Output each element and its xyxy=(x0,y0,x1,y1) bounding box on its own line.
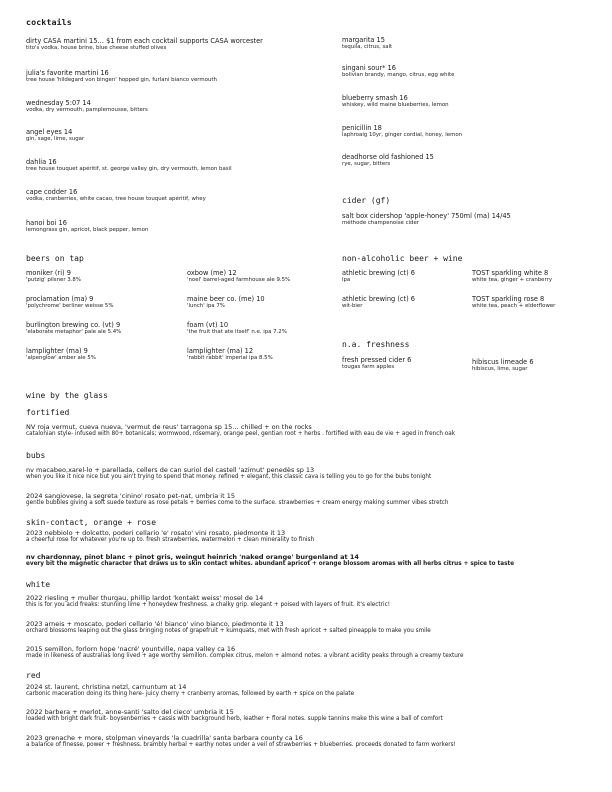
cocktail-name: singani sour* 16 xyxy=(342,64,396,72)
cocktail-desc: gin, sage, lime, sugar xyxy=(26,136,85,143)
wine-name: 2024 st. laurent, christina netzl, carnuntum at 14 xyxy=(26,683,187,691)
cocktail-name: julia's favorite martini 16 xyxy=(26,69,109,77)
freshness-name: fresh pressed cider 6 xyxy=(342,356,412,364)
beer-item xyxy=(187,269,290,284)
na-desc: wit-bier xyxy=(342,303,363,310)
na-desc: white tea, peach + elderflower xyxy=(472,303,556,310)
cocktail-desc: laphroaig 10yr, ginger cordial, honey, lemon xyxy=(342,132,463,139)
freshness-heading: n.a. freshness xyxy=(342,340,410,349)
cocktail-item xyxy=(26,158,232,173)
freshness-name: hibiscus limeade 6 xyxy=(472,358,534,366)
cocktail-name: wednesday 5:07 14 xyxy=(26,99,91,107)
cocktail-desc: whiskey, wild maine blueberries, lemon xyxy=(342,102,449,109)
beer-name: burlington brewing co. (vt) 9 xyxy=(26,321,121,329)
wine-desc: a balance of finesse, power + freshness. brambly herbal + earthy notes under a veil of strawberries + blueberries. proceeds donated to farm workers! xyxy=(26,742,456,749)
cocktails-heading: cocktails xyxy=(26,17,72,27)
cocktail-name: dahlia 16 xyxy=(26,158,57,166)
beer-desc: 'alpenglow' amber ale 5% xyxy=(26,355,96,362)
beer-name: oxbow (me) 12 xyxy=(187,269,237,277)
beer-desc: 'the fruit that ate itself' n.e. ipa 7.2% xyxy=(187,329,287,336)
wine-desc: every bit the magnetic character that draws us to skin contact whites. abundant apricot + orange blossom aromas with all herbs citrus + spice to taste xyxy=(26,561,515,568)
beer-item xyxy=(26,295,113,310)
fortified-heading: fortified xyxy=(26,408,70,417)
na-desc: ipa xyxy=(342,277,351,284)
cocktail-desc: tree house 'hildegard von bingen' hopped gin, furlani bianco vermouth xyxy=(26,77,217,84)
cocktail-item xyxy=(342,64,454,79)
wine-item xyxy=(26,620,431,635)
wine-item xyxy=(26,529,314,544)
cocktail-name: blueberry smash 16 xyxy=(342,94,408,102)
beer-item xyxy=(26,269,81,284)
bubs-heading: bubs xyxy=(26,451,46,460)
freshness-desc: tougas farm apples xyxy=(342,364,395,371)
na-item xyxy=(342,295,415,310)
cocktail-desc: lemongrass gin, apricot, black pepper, lemon xyxy=(26,227,149,234)
wine-item xyxy=(26,553,514,568)
wine-item xyxy=(26,492,449,507)
wine-name: 2015 semillon, forlorn hope 'nacré' yountville, napa valley ca 16 xyxy=(26,645,236,653)
beer-item xyxy=(187,321,287,336)
na-desc: white tea, ginger + cranberry xyxy=(472,277,553,284)
beer-desc: 'noel' barrel-aged farmhouse ale 9.5% xyxy=(187,277,291,284)
cocktail-name: dirty CASA martini 15… $1 from each cocktail supports CASA worcester xyxy=(26,37,263,45)
wine-name: 2023 grenache + more, stolpman vineyards 'la cuadrilla' santa barbara county ca 16 xyxy=(26,734,303,742)
cocktail-name: penicillin 18 xyxy=(342,124,382,132)
cocktail-item xyxy=(26,99,148,114)
na-item xyxy=(472,295,555,310)
na-name: athletic brewing (ct) 6 xyxy=(342,295,415,303)
red-heading: red xyxy=(26,671,41,680)
cocktail-name: deadhorse old fashioned 15 xyxy=(342,153,434,161)
beer-name: lamplighter (ma) 12 xyxy=(187,347,254,355)
cocktail-desc: bolivian brandy, mango, citrus, egg white xyxy=(342,72,455,79)
cocktail-item xyxy=(342,94,449,109)
skin-contact-heading: skin-contact, orange + rose xyxy=(26,518,157,527)
wine-desc: catalonian style- infused with 80+ botanicals; wormwood, rosemary, orange peel, gentian root + herbs . fortified with eau de vie + aged in french oak xyxy=(26,431,455,438)
wine-name: 2024 sangiovese, la segreta 'cinino' rosato pet-nat, umbria it 15 xyxy=(26,492,235,500)
freshness-item xyxy=(342,356,411,371)
wine-name: 2022 barbera + merlot, anne-santi 'salto del cieco' umbria it 15 xyxy=(26,708,234,716)
cocktail-desc: vodka, dry vermouth, pamplemousse, bitters xyxy=(26,107,148,114)
wine-name: 2023 arneis + moscato, poderi cellario 'é! bianco' vino bianco, piedmonte it 13 xyxy=(26,620,284,628)
na-item xyxy=(472,269,552,284)
beer-desc: 'rabbit rabbit' imperial ipa 8.5% xyxy=(187,355,273,362)
na-name: TOST sparkling rose 8 xyxy=(472,295,545,303)
wine-name: nv chardonnay, pinot blanc + pinot gris, weingut heinrich 'naked orange' burgenland at 14 xyxy=(26,553,359,561)
cocktail-name: cape codder 16 xyxy=(26,188,78,196)
white-heading: white xyxy=(26,580,51,589)
beer-item xyxy=(26,321,121,336)
wine-name: 2023 nebbiolo + dolcetto, poderi cellario 'e' rosato' vini rosato, piedmonte it 13 xyxy=(26,529,286,537)
wine-desc: loaded with bright dark fruit- boysenberries + cassis with background herb, leather + floral notes. supple tannins make this wine a ball of comfort xyxy=(26,716,443,723)
cider-item xyxy=(342,212,511,227)
cocktail-name: margarita 15 xyxy=(342,36,385,44)
beer-name: foam (vt) 10 xyxy=(187,321,229,329)
na-name: TOST sparkling white 8 xyxy=(472,269,549,277)
cocktail-item xyxy=(26,219,148,234)
wine-item xyxy=(26,466,431,481)
wine-desc: carbonic maceration doing its thing here- juicy cherry + cranberry aromas, followed by earth + spice on the palate xyxy=(26,691,355,698)
wine-desc: orchard blossoms leaping out the glass bringing notes of grapefruit + kumquats, met with fresh apricot + salted pineapple to make you smile xyxy=(26,628,431,635)
beer-desc: 'polychrome' berliner weisse 5% xyxy=(26,303,114,310)
wine-item xyxy=(26,734,456,749)
non-alcoholic-heading: non-alcoholic beer + wine xyxy=(342,254,463,263)
wine-name: nv macabeo,xarel-lo + parellada, cellers de can suriol del castell 'azimut' penedès sp 13 xyxy=(26,466,315,474)
cocktail-item xyxy=(26,188,206,203)
beer-name: lamplighter (ma) 9 xyxy=(26,347,88,355)
freshness-item xyxy=(472,358,534,373)
cocktail-desc: tequila, citrus, salt xyxy=(342,44,393,51)
cocktail-item xyxy=(342,153,434,168)
cocktail-desc: tito's vodka, house brine, blue cheese stuffed olives xyxy=(26,45,167,52)
cider-heading: cider (gf) xyxy=(342,196,391,205)
wine-heading: wine by the glass xyxy=(26,391,108,400)
cocktail-item xyxy=(342,36,392,51)
beer-name: proclamation (ma) 9 xyxy=(26,295,94,303)
cocktail-item xyxy=(26,69,217,84)
wine-desc: made in likeness of australias long lived + age worthy semillon. complex citrus, melon + almond notes. a vibrant acidity peaks through a creamy texture xyxy=(26,653,464,660)
cocktail-desc: vodka, cranberries, white cacao, tree house touquet apéritif, whey xyxy=(26,196,206,203)
cocktail-desc: rye, sugar, bitters xyxy=(342,161,391,168)
wine-desc: this is for you acid freaks: stunning lime + honeydew freshness. a chalky grip. elegant + poised with layers of fruit. it's electric! xyxy=(26,602,390,609)
freshness-desc: hibiscus, lime, sugar xyxy=(472,366,528,373)
cocktail-item xyxy=(26,37,263,52)
beer-desc: 'lunch' ipa 7% xyxy=(187,303,225,310)
wine-item xyxy=(26,645,464,660)
beers-heading: beers on tap xyxy=(26,254,84,263)
wine-name: 2022 riesling + muller thurgau, phillip lardot 'kontakt weiss' mosel de 14 xyxy=(26,594,264,602)
wine-item xyxy=(26,683,354,698)
beer-name: moniker (ri) 9 xyxy=(26,269,71,277)
cocktail-name: hanoi boi 16 xyxy=(26,219,67,227)
beer-desc: 'putzig' pilsner 3.8% xyxy=(26,277,81,284)
na-item xyxy=(342,269,415,284)
cider-desc: méthode champenoise cider xyxy=(342,220,419,227)
beer-name: maine beer co. (me) 10 xyxy=(187,295,265,303)
wine-item xyxy=(26,594,390,609)
cocktail-item xyxy=(342,124,462,139)
wine-desc: gentle bubbles giving a soft suede texture as rose petals + berries come to the surface. strawberries + cream energy making summer vibes stretch xyxy=(26,500,449,507)
cocktail-name: angel eyes 14 xyxy=(26,128,73,136)
beer-item xyxy=(26,347,96,362)
beer-item xyxy=(187,295,265,310)
beer-desc: 'elaborate metaphor' pale ale 5.4% xyxy=(26,329,122,336)
cider-name: salt box cidershop 'apple-honey' 750ml (ma) 14/45 xyxy=(342,212,511,220)
beer-item xyxy=(187,347,273,362)
wine-item xyxy=(26,708,443,723)
wine-desc: a cheerful rose for whatever you're up to. fresh strawberries, watermelon + clean minerality to finish xyxy=(26,537,315,544)
wine-name: NV roja vermut, cueva nueva, 'vermut de reus' tarragona sp 15… chilled + on the rocks xyxy=(26,423,312,431)
wine-item xyxy=(26,423,455,438)
cocktail-item xyxy=(26,128,84,143)
wine-desc: when you like it nice nice but you ain't trying to spend that money. refined + elegant, this classic cava is telling you to go for the bubs tonight xyxy=(26,474,432,481)
cocktail-desc: tree house touquet apéritif, st. george valley gin, dry vermouth, lemon basil xyxy=(26,166,232,173)
na-name: athletic brewing (ct) 6 xyxy=(342,269,415,277)
